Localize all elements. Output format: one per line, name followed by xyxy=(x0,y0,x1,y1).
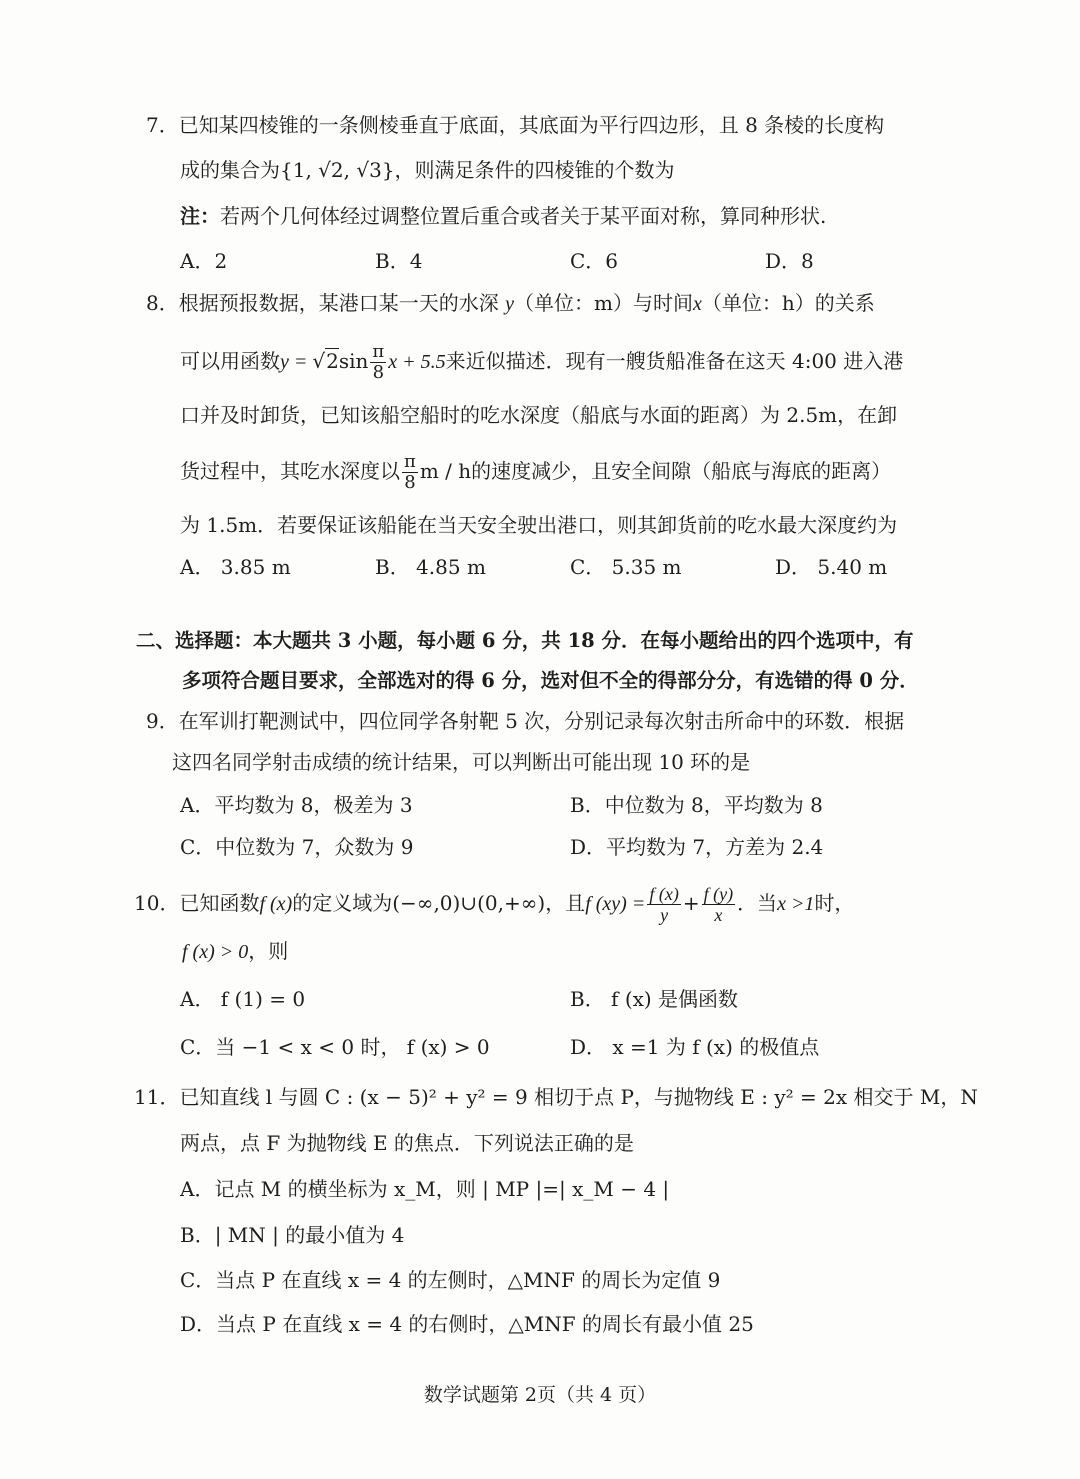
q8-line4-pre: 货过程中，其吃水深度以 xyxy=(180,459,400,483)
q8-line5: 为 1.5m．若要保证该船能在当天安全驶出港口，则其卸货前的吃水最大深度约为 xyxy=(180,513,898,537)
q7-set: {1, √2, √3} xyxy=(280,158,395,182)
q8-line1 xyxy=(146,293,875,314)
q10-line1-end: 时， xyxy=(814,891,855,915)
q8-option-c: C． 5.35 m xyxy=(570,555,682,579)
q8-line1-post: （单位：h）的关系 xyxy=(701,291,875,315)
q8-line4-fraction xyxy=(402,453,418,492)
q10-line1-post: ．当 xyxy=(737,891,778,915)
q10-f2-num: f (y) xyxy=(703,884,734,904)
q8-formula-rest: x + 5.5 xyxy=(388,351,446,373)
q10-fraction-2 xyxy=(702,885,735,924)
q8-line4-post: 的速度减少，且安全间隙（船底与海底的距离） xyxy=(471,459,892,483)
page-footer: 数学试题第 2页（共 4 页） xyxy=(423,1384,657,1406)
q9-option-c: C．中位数为 7，众数为 9 xyxy=(180,835,414,859)
q10-f2-den: x xyxy=(714,905,723,925)
q8-number: 8． xyxy=(146,291,179,315)
q7-note xyxy=(180,206,826,226)
q7-line2-pre: 成的集合为 xyxy=(180,158,280,182)
q11-text-1: 已知直线 l 与圆 C : (x − 5)² + y² = 9 相切于点 P，与抛物线 E : y² = 2x 相交于 M，N xyxy=(179,1085,978,1109)
q8-line2-pre: 可以用函数 xyxy=(180,349,280,373)
q8-line1-mid: （单位：m）与时间 xyxy=(513,291,693,315)
q8-line1-pre: 根据预报数据，某港口某一天的水深 xyxy=(178,291,499,315)
q9-line2: 这四名同学射击成绩的统计结果，可以判断出可能出现 10 环的是 xyxy=(172,750,751,774)
q10-option-c: C．当 −1 < x < 0 时， f (x) > 0 xyxy=(180,1035,490,1059)
q10-plus: + xyxy=(682,891,700,915)
q8-line3: 口并及时卸货，已知该船空船时的吃水深度（船底与水面的距离）为 2.5m，在卸 xyxy=(180,403,898,427)
q11-option-a: A．记点 M 的横坐标为 x_M，则 | MP |=| x_M − 4 | xyxy=(180,1177,670,1201)
q10-line1-pre: 已知函数 xyxy=(179,891,260,915)
q8-line4-unit: m / h xyxy=(419,459,472,483)
q9-option-a: A．平均数为 8，极差为 3 xyxy=(180,793,413,817)
q10-option-d: D． x =1 为 f (x) 的极值点 xyxy=(570,1035,820,1059)
q8-frac-den: 8 xyxy=(372,362,385,383)
q8-line4-frac-den: 8 xyxy=(404,472,416,493)
q9-line1 xyxy=(146,711,904,731)
section2-heading-line2: 多项符合题目要求，全部选对的得 6 分，选对但不全的得部分分，有选错的得 0 分． xyxy=(182,669,919,692)
q7-line2 xyxy=(180,160,675,180)
q10-line1 xyxy=(134,885,854,924)
q10-f1-den: y xyxy=(660,905,669,925)
q10-fxy: f (xy) = xyxy=(585,893,646,915)
q8-option-d: D． 5.40 m xyxy=(775,555,888,579)
q8-sqrt-radicand: 2 xyxy=(326,349,339,373)
q8-line4 xyxy=(180,453,891,492)
q10-option-a: A． f (1) = 0 xyxy=(180,987,306,1011)
q8-var-x: x xyxy=(692,293,702,315)
q10-line2-post: ，则 xyxy=(248,939,289,963)
q8-line4-frac-num: π xyxy=(404,451,416,472)
q10-fx: f (x) xyxy=(259,893,293,915)
q10-number: 10． xyxy=(134,891,180,915)
q10-condition: x >1 xyxy=(777,893,815,915)
q11-line2: 两点，点 F 为抛物线 E 的焦点．下列说法正确的是 xyxy=(180,1131,634,1155)
q11-line1 xyxy=(134,1087,978,1107)
q7-option-c: C．6 xyxy=(570,249,619,273)
q11-option-c: C．当点 P 在直线 x = 4 的左侧时，△MNF 的周长为定值 9 xyxy=(180,1268,721,1292)
q7-note-label: 注： xyxy=(180,204,220,228)
q9-text-1: 在军训打靶测试中，四位同学各射靶 5 次，分别记录每次射击所命中的环数．根据 xyxy=(178,709,905,733)
q7-line1 xyxy=(146,115,884,135)
q8-fraction xyxy=(370,343,386,382)
q8-option-a: A． 3.85 m xyxy=(180,555,291,579)
q10-line2-expr: f (x) > 0 xyxy=(182,941,249,963)
q9-option-d: D．平均数为 7，方差为 2.4 xyxy=(570,835,824,859)
q7-number: 7． xyxy=(146,113,179,137)
q10-option-b: B． f (x) 是偶函数 xyxy=(570,987,739,1011)
q7-note-text: 若两个几何体经过调整位置后重合或者关于某平面对称，算同种形状. xyxy=(220,204,827,228)
section2-heading-line1: 二、选择题：本大题共 3 小题，每小题 6 分，共 18 分．在每小题给出的四个选项中，有 xyxy=(136,629,914,652)
q7-text-1: 已知某四棱锥的一条侧棱垂直于底面，其底面为平行四边形，且 8 条棱的长度构 xyxy=(178,113,885,137)
q8-line2-post: 来近似描述．现有一艘货船准备在这天 4:00 进入港 xyxy=(445,349,904,373)
q8-sqrt: √2 xyxy=(312,349,339,373)
q8-frac-num: π xyxy=(372,341,385,362)
q7-option-a: A．2 xyxy=(180,249,228,273)
q10-line1-mid: 的定义域为 xyxy=(292,891,393,915)
q8-option-b: B． 4.85 m xyxy=(375,555,486,579)
q8-line2 xyxy=(180,343,903,382)
q7-option-b: B．4 xyxy=(375,249,423,273)
q11-number: 11． xyxy=(134,1085,180,1109)
q8-var-y: y xyxy=(505,293,514,315)
q10-line2 xyxy=(182,941,288,962)
q7-line2-post: ，则满足条件的四棱锥的个数为 xyxy=(394,158,675,182)
q10-domain: (−∞,0)∪(0,+∞) xyxy=(392,891,546,915)
q8-formula-lhs: y = xyxy=(280,351,313,373)
q10-fraction-1 xyxy=(647,885,680,924)
q10-line1-mid2: ，且 xyxy=(545,891,586,915)
q11-option-d: D．当点 P 在直线 x = 4 的右侧时，△MNF 的周长有最小值 25 xyxy=(180,1312,754,1336)
q10-f1-num: f (x) xyxy=(649,884,679,904)
q11-option-b: B．| MN | 的最小值为 4 xyxy=(180,1223,405,1247)
q8-sin: sin xyxy=(338,349,369,373)
q9-number: 9． xyxy=(146,709,179,733)
q9-option-b: B．中位数为 8，平均数为 8 xyxy=(570,793,823,817)
q7-option-d: D．8 xyxy=(765,249,814,273)
